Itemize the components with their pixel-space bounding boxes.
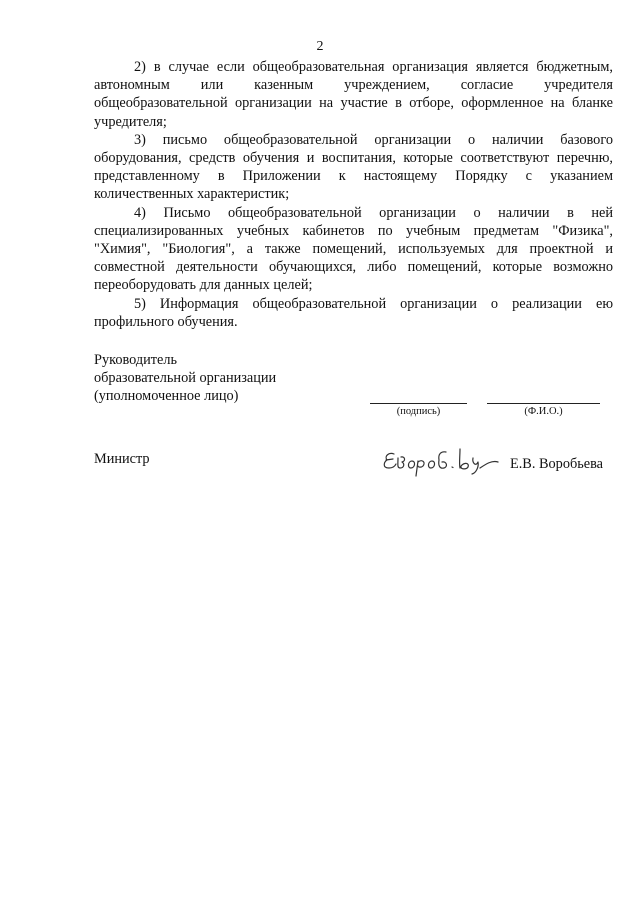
paragraph-item-5: 5) Информация общеобразовательной организации о реализации ею профильного обучения.	[94, 295, 613, 330]
signer-role: Руководитель	[94, 352, 178, 368]
document-body	[94, 58, 613, 331]
full-name-caption: (Ф.И.О.)	[524, 406, 563, 417]
minister-name: Е.В. Воробьева	[510, 456, 604, 472]
paragraph-item-3: 3) письмо общеобразовательной организации о наличии базового оборудования, средств обучения и воспитания, которые соответствуют перечню, представленному в Приложении к настоящему Порядку с указанием количественных характеристик;	[94, 131, 613, 203]
signer-organization: образовательной организации	[94, 370, 277, 387]
signature-caption: (подпись)	[396, 406, 441, 417]
signer-authorized-person: (уполномоченное лицо)	[94, 388, 239, 405]
page-number: 2	[316, 39, 324, 54]
signature-line	[370, 403, 467, 404]
signer-block	[94, 351, 334, 406]
full-name-line	[487, 403, 600, 404]
handwritten-signature	[380, 440, 504, 478]
paragraph-item-2: 2) в случае если общеобразовательная организация является бюджетным, автономным или казенным учреждением, согласие учредителя общеобразовательной организации на участие в отборе, оформленное на бланке учредителя;	[94, 59, 613, 130]
minister-title: Министр	[94, 451, 150, 467]
paragraph-item-4: 4) Письмо общеобразовательной организации о наличии в ней специализированных учебных кабинетов по учебным предметам "Физика", "Химия", "Биология", а также помещений, используемых для проектной и совместной деятельности обучающихся, либо помещений, которые возможно переоборудовать для данных целей;	[94, 204, 613, 294]
